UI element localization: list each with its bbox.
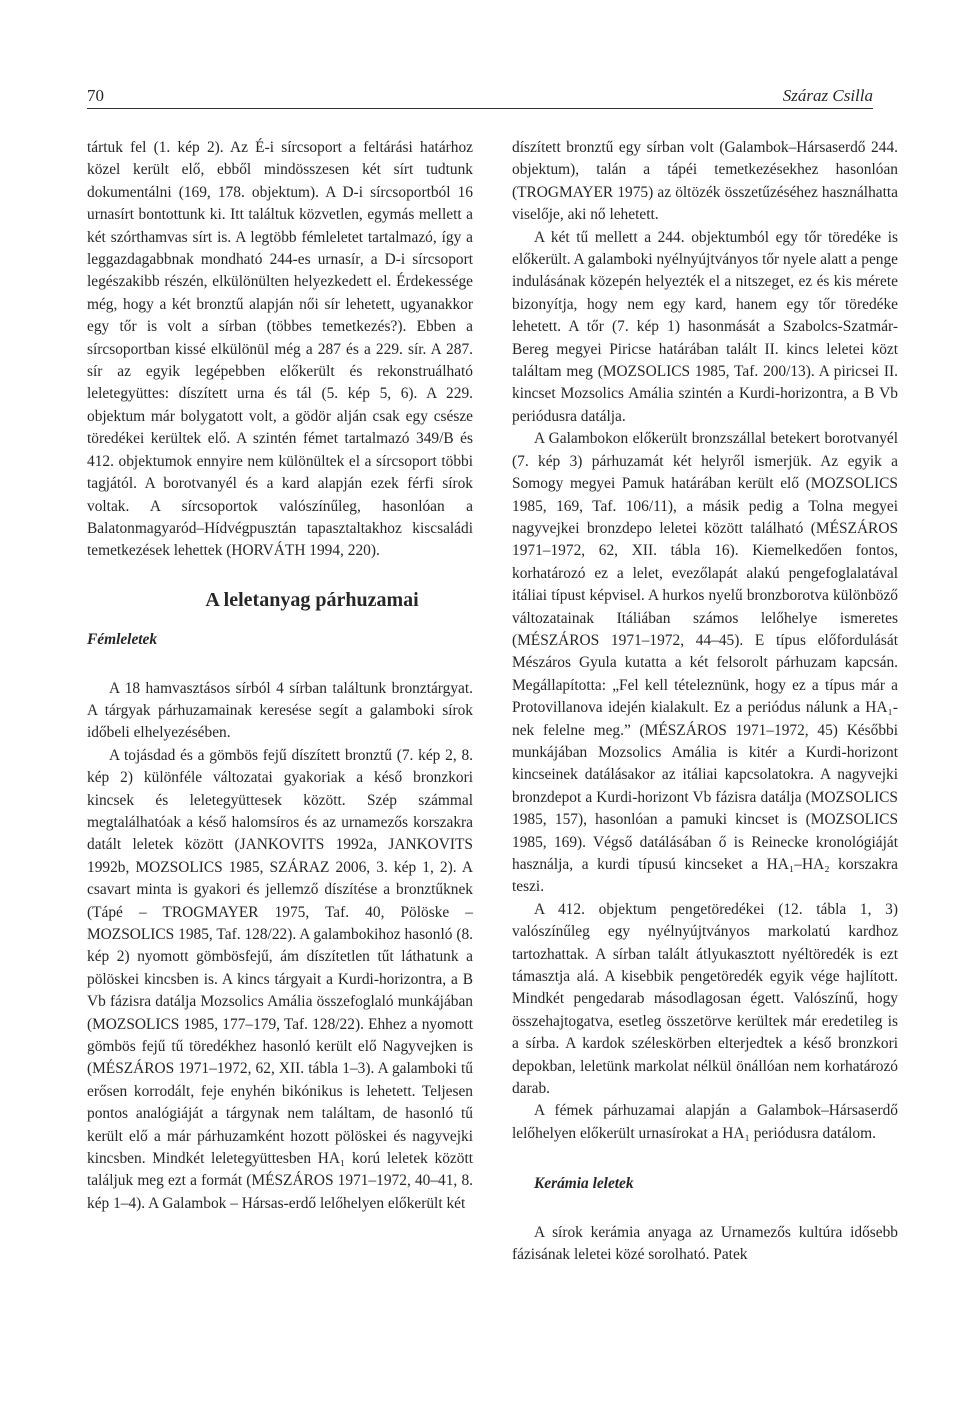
paragraph: A 412. objektum pengetöredékei (12. tábla 1, 3) valószínűleg egy nyélnyújtványos markolatú kardhoz tartozhattak. A sírban talált átlyukasztott nyéltöredék is ezt támasztja alá. A kisebbik pengetöredék egyik vége hajlított. Mindkét pengedarab másodlagosan égett. Valószínű, hogy összehajtogatva, esetleg összetörve kerültek már eredetileg is a sírba. A kardok széleskörben elterjedtek a késő bronzkori depokban, leletünk markolat nélkül önállóan nem korhatározó darab.: [512, 900, 898, 1098]
paragraph: A Galambokon előkerült bronzszállal betekert borotvanyél (7. kép 3) párhuzamát két helyről ismerjük. Az egyik a Somogy megyei Pamuk határában került elő (MOZSOLICS 1985, 169, Taf. 106/11), a másik pedig a Tolna megyei nagyvejkei bronzdepo leletei között található (MÉSZÁROS 1971–1972, 62, XII. tábla 16). Kiemelkedően fontos, korhatározó ez a lelet, evezőlapát alakú pengefoglalatával itáliai típust képvisel. A hurkos nyelű bronzborotva különböző változatainak Itáliában számos lelőhelye ismeretes (MÉSZÁROS 1971–1972, 44–45). E típus előfordulását Mészáros Gyula kutatta a két felsorolt párhuzam kapcsán. Megállapította: „Fel kell tételeznünk, hogy ez a típus már a Protovillanova idején kialakult. Ez a periódus nálunk a HA₁-nek felelne meg.” (MÉSZÁROS 1971–1972, 45) Későbbi munkájában Mozsolics Amália is kitér a Kurdi-horizont kincseinek datálásakor az itáliai kapcsolatokra. A nagyvejki bronzdepot a Kurdi-horizont Vb fázisra datálja (MOZSOLICS 1985, 157), hasonlóan a pamuki kincset is (MOZSOLICS 1985, 169). Végső datálásában ő is Reinecke kronológiáját használja, a kurdi típusú kincseket a HA₁–HA₂ korszakra teszi.: [512, 430, 898, 896]
running-head: Száraz Csilla: [782, 86, 873, 105]
header-rule: [87, 108, 873, 109]
subsection-heading: Kerámia leletek: [534, 1175, 634, 1193]
left-column: [87, 137, 473, 1215]
subsection-heading: Fémleletek: [87, 631, 158, 649]
paragraph: díszített bronztű egy sírban volt (Galambok–Hársaserdő 244. objektum), talán a tápéi temetkezésekhez hasonlóan (TROGMAYER 1975) az öltözék összetűzéséhez használhatta viselője, aki nő lehetett.: [512, 139, 898, 224]
page-number: 70: [87, 86, 104, 105]
paragraph: A tojásdad és a gömbös fejű díszített bronztű (7. kép 2, 8. kép 2) különféle változatai gyakoriak a késő bronzkori kincsek és leletegyüttesek között. Szép számmal megtalálhatóak a késő halomsíros és az urnamezős korszakra datált leletek között (JANKOVITS 1992a, JANKOVITS 1992b, MOZSOLICS 1985, SZÁRAZ 2006, 3. kép 1, 2). A csavart minta is gyakori és jellemző díszítése a bronztűknek (Tápé – TROGMAYER 1975, Taf. 40, Pölöske – MOZSOLICS 1985, Taf. 128/22). A galambokihoz hasonló (8. kép 2) nyomott gömbösfejű, ám díszítetlen tűt láthatunk a pölöskei kincsben is. A kincs tárgyait a Kurdi-horizontra, a B Vb fázisra datálja Mozsolics Amália összefoglaló munkájában (MOZSOLICS 1985, 177–179, Taf. 128/22). Ehhez a nyomott gömbös fejű tű töredékhez hasonló került elő Nagyvejken is (MÉSZÁROS 1971–1972, 62, XII. tábla 1–3). A galamboki tű erősen korrodált, feje enyhén bikónikus is lehetett. Teljesen pontos analógiáját a tárgynak nem találtam, de hasonló tű került elő a már párhuzamként hozott pölöskei és nagyvejki kincsben. Mindkét leletegyüttesben HA₁ korú leletek között találjuk meg ezt a formát (MÉSZÁROS 1971–1972, 40–41, 8. kép 1–4). A Galambok – Hársas-erdő lelőhelyen előkerült két: [87, 746, 473, 1212]
paragraph: A sírok kerámia anyaga az Urnamezős kultúra idősebb fázisának leletei közé sorolható. Patek: [512, 1223, 898, 1264]
paragraph: A két tű mellett a 244. objektumból egy tőr töredéke is előkerült. A galamboki nyélnyújtványos tőr nyele alatt a penge indulásának közepén helyezték el a nitszeget, ez és kis mérete bizonyítja, hogy nem egy kard, hanem egy tőr töredéke lehetett. A tőr (7. kép 1) hasonmását a Szabolcs-Szatmár-Bereg megyei Piricse határában talált II. kincs leletei közt találtam meg (MOZSOLICS 1985, Taf. 200/13). A piricsei II. kincset Mozsolics Amália szintén a Kurdi-horizontra, a B Vb periódusra datálja.: [512, 228, 898, 425]
paragraph: A 18 hamvasztásos sírból 4 sírban találtunk bronztárgyat. A tárgyak párhuzamainak keresése segít a galamboki sírok időbeli elhelyezésében.: [87, 679, 473, 742]
right-column: [512, 137, 898, 1267]
section-title: A leletanyag párhuzamai: [205, 588, 419, 611]
paragraph: tártuk fel (1. kép 2). Az É-i sírcsoport a feltárási határhoz közel került elő, ebből mindösszesen két sírt tudtunk dokumentálni (169, 178. objektum). A D-i sírcsoportból 16 urnasírt bontottunk ki. Itt találtuk közvetlen, egymás mellett a két szórthamvas sírt is. A legtöbb fémleletet tartalmazó, így a leggazdagabbnak mondható 244-es urnasír, a D-i sírcsoport legészakibb részén, elkülönülten helyezkedett el. Érdekessége még, hogy a két bronztű alapján női sír lehetett, ugyanakkor egy tőr is volt a sírban (többes temetkezés?). Ebben a sírcsoportban kissé elkülönül még a 287 és a 229. sír. A 287. sír az egyik legépebben előkerült és rekonstruálható leletegyüttes: díszített urna és tál (5. kép 5, 6). A 229. objektum már bolygatott volt, a gödör alján csak egy csésze töredékei kerültek elő. A szintén fémet tartalmazó 349/B és 412. objektumok ennyire nem különültek el a sírcsoport többi tagjától. A borotvanyél és a kard alapján ezek férfi sírok voltak. A sírcsoportok valószínűleg, hasonlóan a Balatonmagyaród–Hídvégpusztán tapasztaltakhoz kiscsaládi temetkezések lehettek (HORVÁTH 1994, 220).: [87, 139, 473, 560]
page-header: [87, 84, 873, 108]
paragraph: A fémek párhuzamai alapján a Galambok–Hársaserdő lelőhelyen előkerült urnasírokat a HA₁ periódusra datálom.: [512, 1102, 898, 1142]
